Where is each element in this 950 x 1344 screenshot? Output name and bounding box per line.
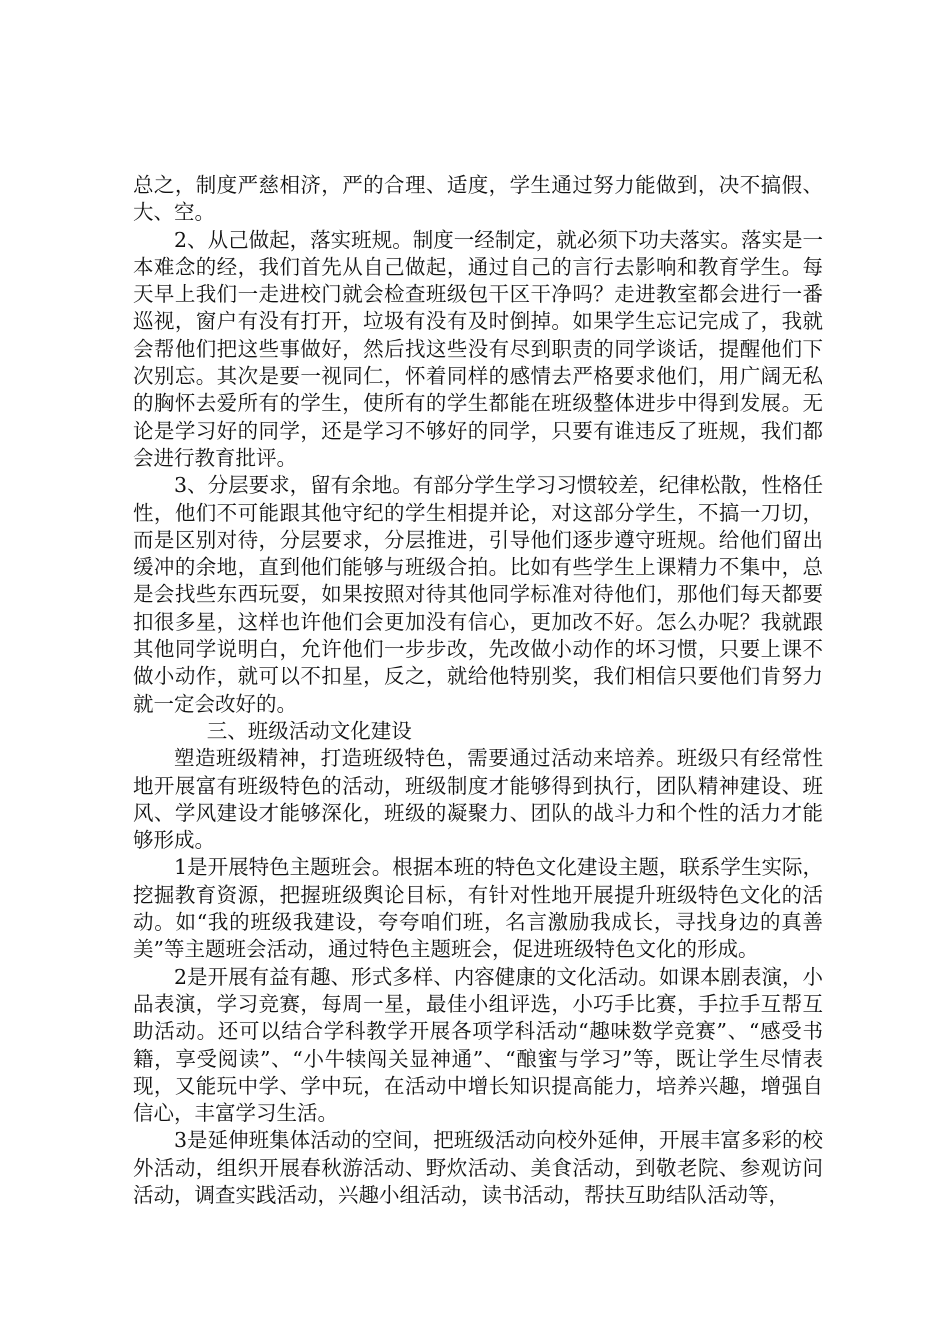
paragraph-activity-2: 2是开展有益有趣、形式多样、内容健康的文化活动。如课本剧表演，小品表演，学习竞赛，每周一星，最佳小组评选，小巧手比赛，手拉手互帮互助活动。还可以结合学科教学开展各项学科活动“趣味数学竞赛”、“感受书籍，享受阅读”、“小牛犊闯关显神通”、“酿蜜与学习”等，既让学生尽情表现，又能玩中学、学中玩，在活动中增长知识提高能力，培养兴趣，增强自信心，丰富学习生活。 bbox=[133, 964, 823, 1126]
paragraph-point-3: 3、分层要求，留有余地。有部分学生学习习惯较差，纪律松散，性格任性，他们不可能跟其他守纪的学生相提并论，对这部分学生，不搞一刀切，而是区别对待，分层要求，分层推进，引导他们逐步遵守班规。给他们留出缓冲的余地，直到他们能够与班级合拍。比如有些学生上课精力不集中，总是会找些东西玩耍，如果按照对待其他同学标准对待他们，那他们每天都要扣很多星，这样也许他们会更加没有信心，更加改不好。怎么办呢？我就跟其他同学说明白，允许他们一步步改，先改做小动作的坏习惯，只要上课不做小动作，就可以不扣星，反之，就给他特别奖，我们相信只要他们肯努力就一定会改好的。 bbox=[133, 473, 823, 716]
section-heading: 三、班级活动文化建设 bbox=[206, 718, 412, 743]
paragraph-point-2: 2、从己做起，落实班规。制度一经制定，就必须下功夫落实。落实是一本难念的经，我们首先从自己做起，通过自己的言行去影响和教育学生。每天早上我们一走进校门就会检查班级包干区干净吗？走进教室都会进行一番巡视，窗户有没有打开，垃圾有没有及时倒掉。如果学生忘记完成了，我就会帮他们把这些事做好，然后找这些没有尽到职责的同学谈话，提醒他们下次别忘。其次是要一视同仁，怀着同样的感情去严格要求他们，用广阔无私的胸怀去爱所有的学生，使所有的学生都能在班级整体进步中得到发展。无论是学习好的同学，还是学习不够好的同学，只要有谁违反了班规，我们都会进行教育批评。 bbox=[133, 227, 823, 470]
document-body bbox=[133, 172, 823, 1209]
paragraph-activity-1: 1是开展特色主题班会。根据本班的特色文化建设主题，联系学生实际，挖掘教育资源，把握班级舆论目标，有针对性地开展提升班级特色文化的活动。如“我的班级我建设，夸夸咱们班，名言激励我成长，寻找身边的真善美”等主题班会活动，通过特色主题班会，促进班级特色文化的形成。 bbox=[133, 855, 823, 962]
paragraph-activity-3: 3是延伸班集体活动的空间，把班级活动向校外延伸，开展丰富多彩的校外活动，组织开展春秋游活动、野炊活动、美食活动，到敬老院、参观访问活动，调查实践活动，兴趣小组活动，读书活动，帮扶互助结队活动等， bbox=[133, 1128, 823, 1207]
paragraph-conclusion: 总之，制度严慈相济，严的合理、适度，学生通过努力能做到，决不搞假、大、空。 bbox=[133, 173, 823, 225]
paragraph-section-intro: 塑造班级精神，打造班级特色，需要通过活动来培养。班级只有经常性地开展富有班级特色的活动，班级制度才能够得到执行，团队精神建设、班风、学风建设才能够深化，班级的凝聚力、团队的战斗力和个性的活力才能够形成。 bbox=[133, 746, 823, 853]
